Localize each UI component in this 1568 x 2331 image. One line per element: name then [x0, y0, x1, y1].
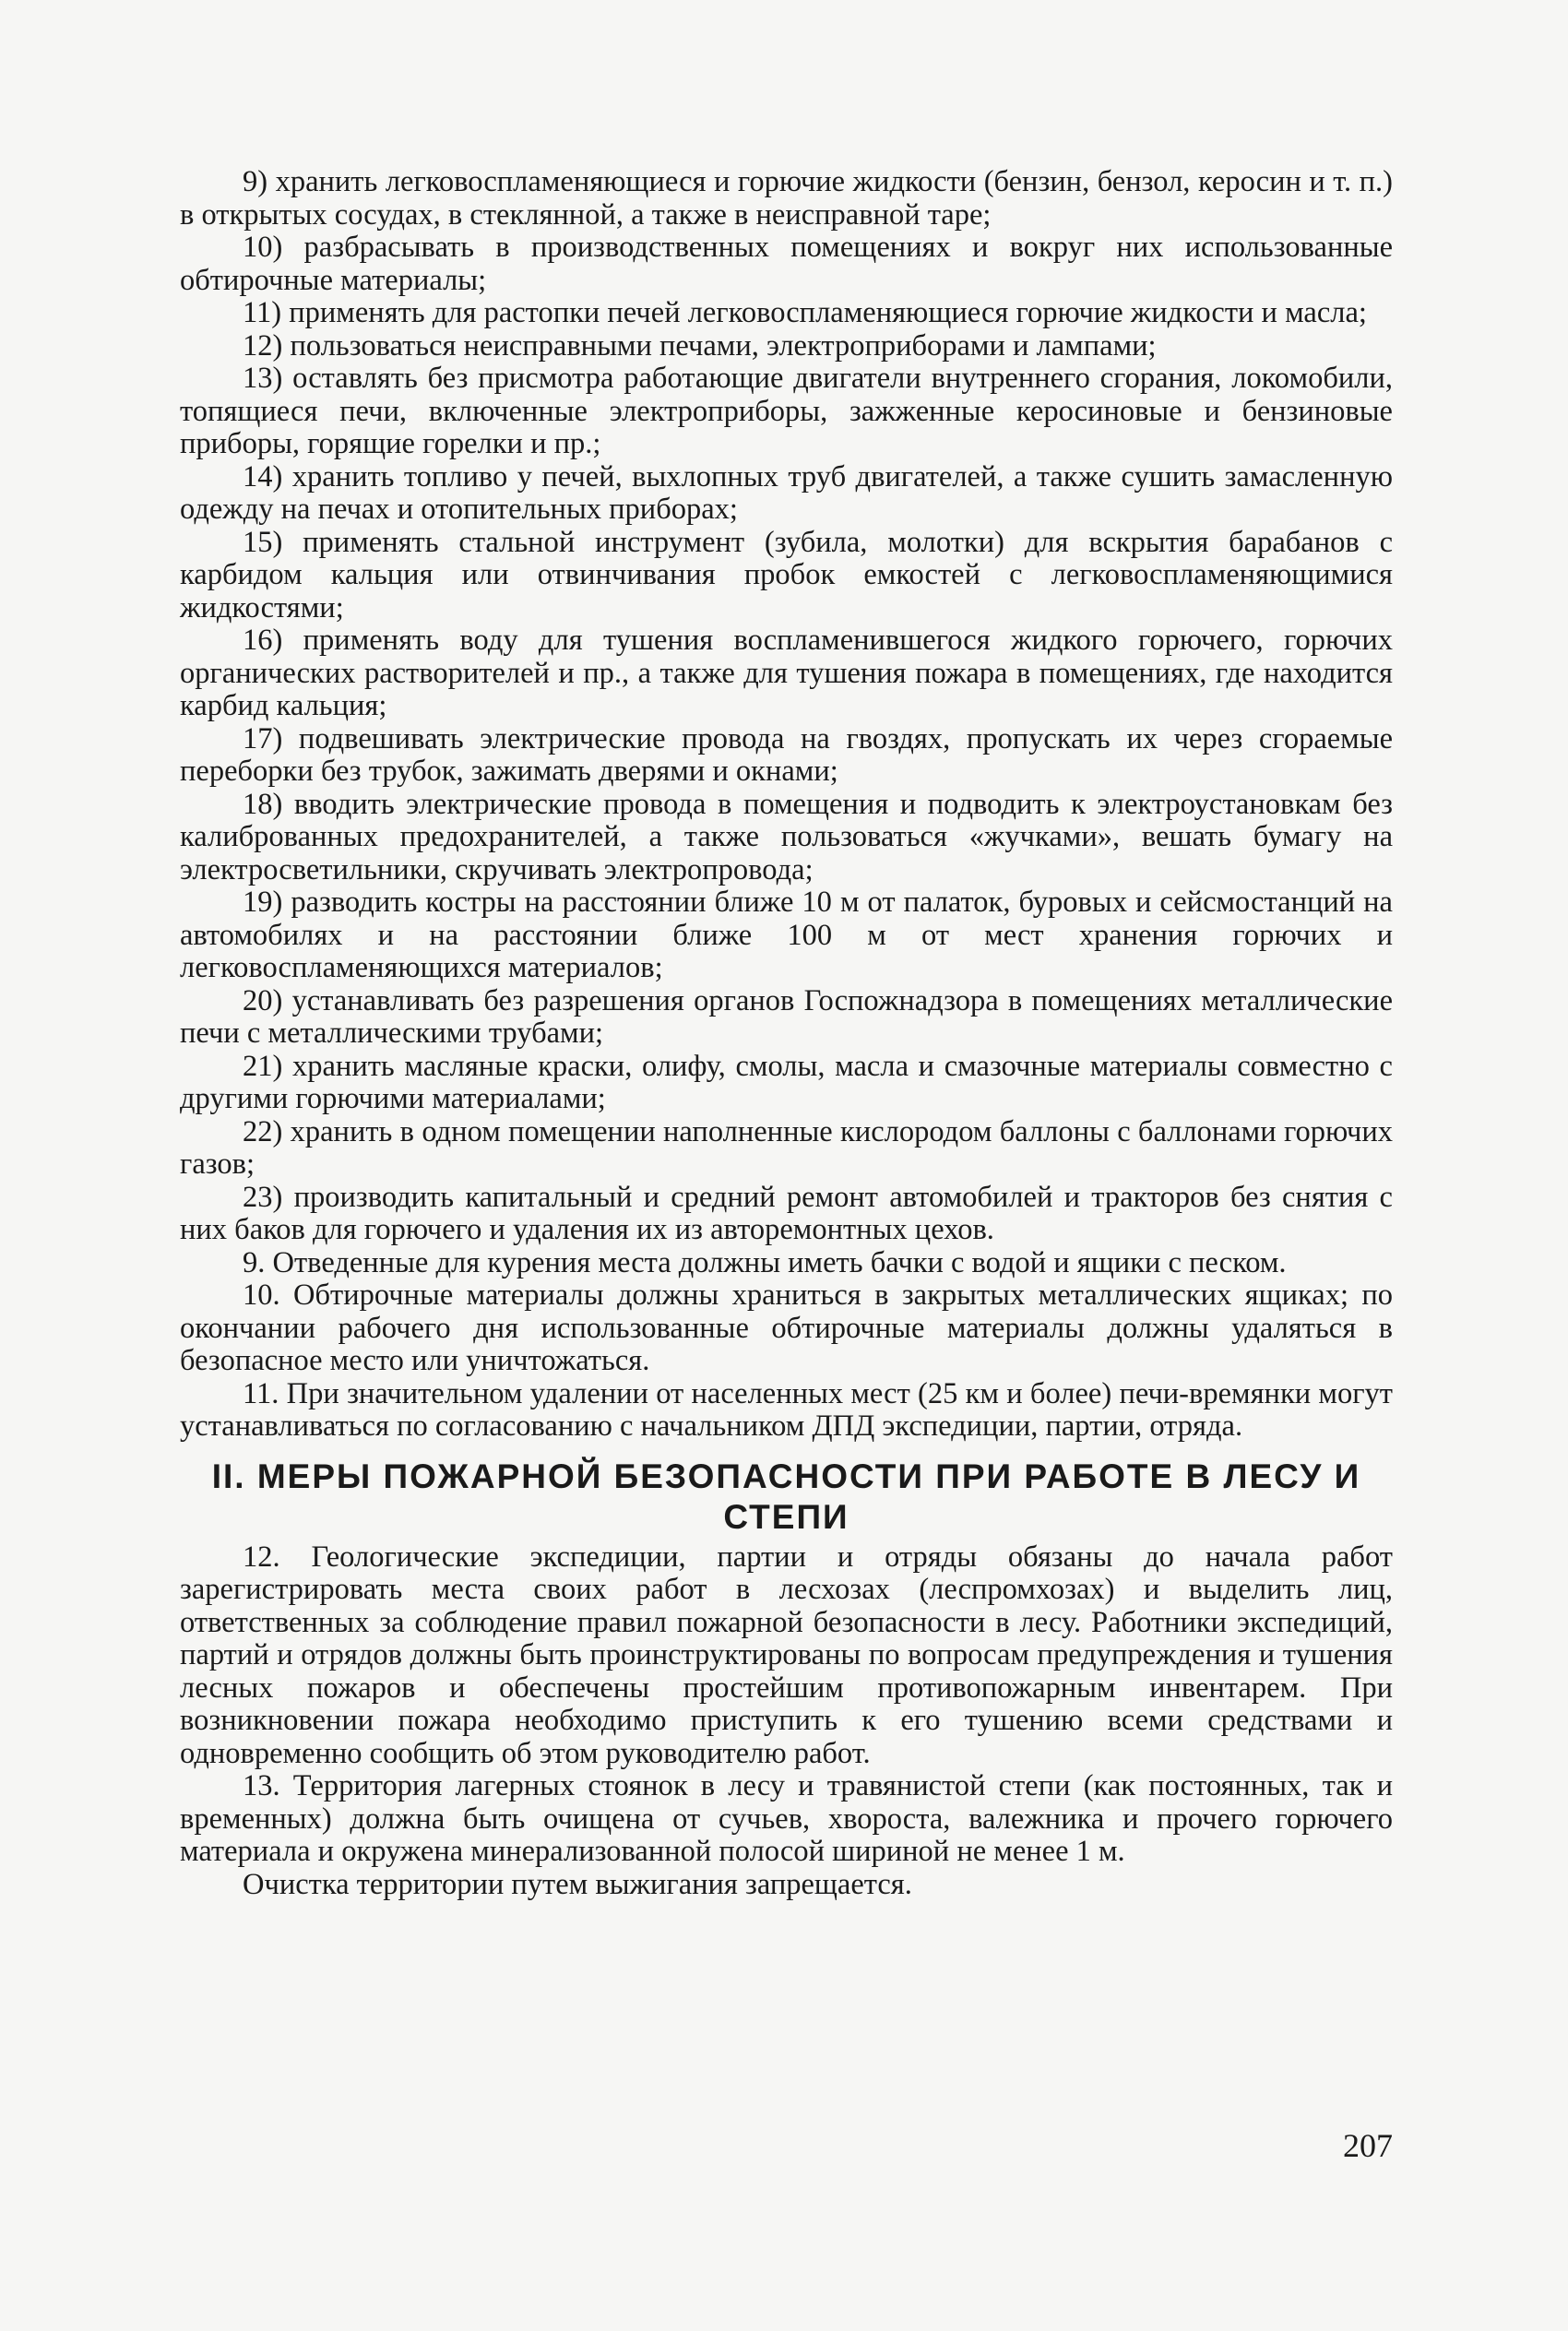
list-item-14: 14) хранить топливо у печей, выхлопных труб двигателей, а также сушить замасленную одежду на печах и отопительных приборах;	[180, 459, 1393, 526]
list-item-22: 22) хранить в одном помещении наполненные кислородом баллоны с баллонами горючих газов;	[180, 1114, 1393, 1181]
clause-13: 13. Территория лагерных стоянок в лесу и травянистой степи (как постоянных, так и временных) должна быть очищена от сучьев, хвороста, валежника и прочего горючего материала и окружена минерализованной полосой шириной не менее 1 м.	[180, 1769, 1393, 1868]
list-item-11: 11) применять для растопки печей легковоспламеняющиеся горючие жидкости и масла;	[243, 296, 1367, 329]
clause-10: 10. Обтирочные материалы должны храниться в закрытых металлических ящиках; по окончании рабочего дня использованные обтирочные материалы должны удаляться в безопасное место или уничтожаться.	[180, 1278, 1393, 1377]
list-item-18: 18) вводить электрические провода в помещения и подводить к электроустановкам без калиброванных предохранителей, а также пользоваться «жучками», вешать бумагу на электросветильники, скручивать электропровода;	[180, 787, 1393, 886]
list-item-12: 12) пользоваться неисправными печами, электроприборами и лампами;	[243, 328, 1157, 363]
list-item-17: 17) подвешивать электрические провода на гвоздях, пропускать их через сгораемые переборки без трубок, зажимать дверями и окнами;	[180, 721, 1393, 788]
list-item-10: 10) разбрасывать в производственных помещениях и вокруг них использованные обтирочные материалы;	[180, 231, 1393, 297]
list-item-15: 15) применять стальной инструмент (зубила, молотки) для вскрытия барабанов с карбидом кальция или отвинчивания пробок емкостей с легковоспламеняющимися жидкостями;	[180, 525, 1393, 624]
list-item-19: 19) разводить костры на расстоянии ближе 10 м от палаток, буровых и сейсмостанций на автомобилях и на расстоянии ближе 100 м от мест хранения горючих и легковоспламеняющихся материалов;	[180, 886, 1393, 984]
list-item-16: 16) применять воду для тушения воспламенившегося жидкого горючего, горючих органических растворителей и пр., а также для тушения пожара в помещениях, где находится карбид кальция;	[180, 624, 1393, 722]
clause-11: 11. При значительном удалении от населенных мест (25 км и более) печи-времянки могут устанавливаться по согласованию с начальником ДПД экспедиции, партии, отряда.	[180, 1376, 1393, 1443]
list-item-13: 13) оставлять без присмотра работающие двигатели внутреннего сгорания, локомобили, топящиеся печи, включенные электроприборы, зажженные керосиновые и бензиновые приборы, горящие горелки и пр.;	[180, 362, 1393, 460]
list-item-20: 20) устанавливать без разрешения органов Госпожнадзора в помещениях металлические печи с металлическими трубами;	[180, 983, 1393, 1050]
list-item-23: 23) производить капитальный и средний ремонт автомобилей и тракторов без снятия с них баков для горючего и удаления их из авторемонтных цехов.	[180, 1180, 1393, 1246]
closing-statement: Очистка территории путем выжигания запрещается.	[243, 1867, 912, 1901]
list-item-9: 9) хранить легковоспламеняющиеся и горючие жидкости (бензин, бензол, керосин и т. п.) в открытых сосудах, в стеклянной, а также в неисправной таре;	[180, 165, 1393, 232]
section-heading: II. МЕРЫ ПОЖАРНОЙ БЕЗОПАСНОСТИ ПРИ РАБОТЕ В ЛЕСУ И СТЕПИ	[211, 1457, 1361, 1536]
clause-12: 12. Геологические экспедиции, партии и отряды обязаны до начала работ зарегистрировать места своих работ в лесхозах (леспромхозах) и выделить лиц, ответственных за соблюдение правил пожарной безопасности в лесу. Работники экспедиций, партий и отрядов должны быть проинструктированы по вопросам предупреждения и тушения лесных пожаров и обеспечены простейшим противопожарным инвентарем. При возникновении пожара необходимо приступить к его тушению всеми средствами и одновременно сообщить об этом руководителю работ.	[180, 1540, 1393, 1770]
page-number: 207	[1343, 2127, 1393, 2164]
clause-9: 9. Отведенные для курения места должны иметь бачки с водой и ящики с песком.	[243, 1245, 1287, 1279]
list-item-21: 21) хранить масляные краски, олифу, смолы, масла и смазочные материалы совместно с другими горючими материалами;	[180, 1049, 1393, 1115]
page-body	[180, 166, 1393, 1901]
